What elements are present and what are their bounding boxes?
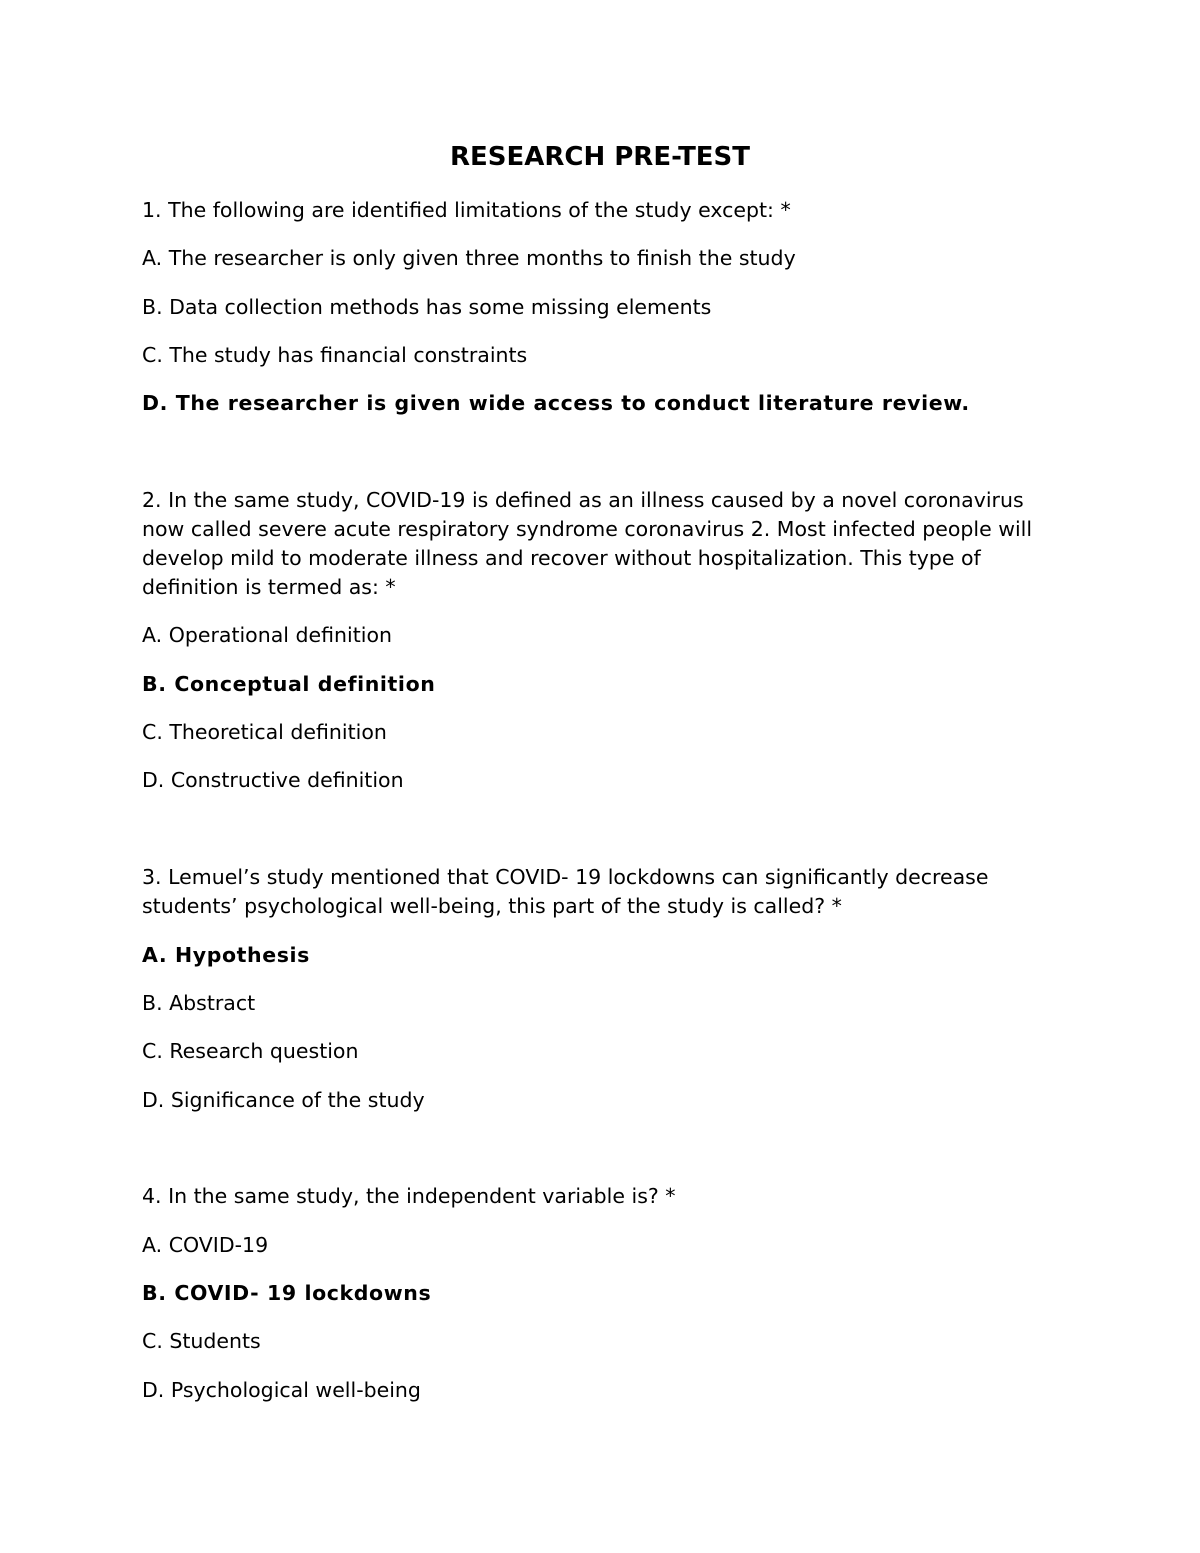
question-1-option-b: B. Data collection methods has some missing elements bbox=[142, 295, 712, 319]
question-4-option-a: A. COVID-19 bbox=[142, 1233, 269, 1257]
question-4-option-d: D. Psychological well-being bbox=[142, 1378, 421, 1402]
question-3-text: 3. Lemuel’s study mentioned that COVID- 19 lockdowns can significantly decrease students’ psychological well-being, this part of the study is called? * bbox=[142, 865, 989, 918]
question-4-text: 4. In the same study, the independent variable is? * bbox=[142, 1184, 676, 1208]
question-2-option-d: D. Constructive definition bbox=[142, 768, 404, 792]
question-2-text: 2. In the same study, COVID-19 is defined as an illness caused by a novel coronavirus now called severe acute respiratory syndrome coronavirus 2. Most infected people will develop mild to moderate illness and recover without hospitalization. This type of definition is termed as: * bbox=[142, 488, 1033, 599]
question-1-option-d-answer: D. The researcher is given wide access to conduct literature review. bbox=[142, 391, 970, 415]
question-1-text: 1. The following are identified limitations of the study except: * bbox=[142, 198, 791, 222]
question-1-option-c: C. The study has financial constraints bbox=[142, 343, 528, 367]
question-4-option-b-answer: B. COVID- 19 lockdowns bbox=[142, 1281, 432, 1305]
question-1-option-a: A. The researcher is only given three months to finish the study bbox=[142, 246, 796, 270]
question-4-option-c: C. Students bbox=[142, 1329, 261, 1353]
question-2-option-b-answer: B. Conceptual definition bbox=[142, 672, 436, 696]
question-3-option-c: C. Research question bbox=[142, 1039, 359, 1063]
question-2-option-a: A. Operational definition bbox=[142, 623, 392, 647]
page-title: RESEARCH PRE-TEST bbox=[449, 142, 751, 172]
question-2-option-c: C. Theoretical definition bbox=[142, 720, 387, 744]
question-3-option-b: B. Abstract bbox=[142, 991, 256, 1015]
question-3-option-d: D. Significance of the study bbox=[142, 1088, 425, 1112]
question-3-option-a-answer: A. Hypothesis bbox=[142, 943, 310, 967]
